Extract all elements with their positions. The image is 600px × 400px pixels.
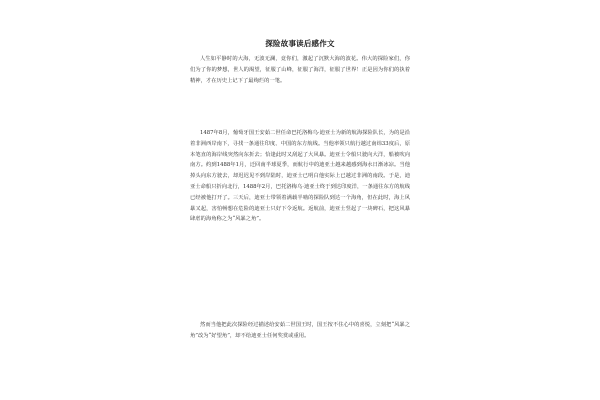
paragraph-intro: 人生如平静时的大海，无波无澜，竟你们，激起了沉默大海的波花。伟大的探险家们，你们为了你的梦想，世人的渴望，征服了山峰，征服了海洋，征服了世界！正是因为你们的执着精神，才在历史上记下了最绚烂的一笔。 [190, 56, 410, 84]
document-title: 探险故事读后感作文 [265, 39, 335, 48]
paragraph-story: 1487年8月，葡萄牙国王安茹二世任命巴托洛梅乌·迪亚士为新的航海探险队长，为的是沿着非洲西岸南下，寻找一条通往印度、中国的东方航线。当他率领只航行越过南纬33度后，原本笔直的海岸线突然向东折去；恰逢此时又刮起了大风暴。迪亚士令船只驶向大洋，船被吹向南方。约到1488年1月，迁回南半球夏季，而航行中的迪亚士越来越感到海水日渐冰凉。当他掉头向东方驶去，却迟迟见不到岸陆时，迪亚士已明白他实际上已越过非洲的南段。于是，迪亚士命船只折向北行，1488年2月，巴托洛梅乌·迪亚士终于到达印度洋，一条通往东方的航线已经被他打开了。三天后，迪亚士带领着满载半啮的探险队到达一个海角，但在此时，海上风暴又起，害怕畅想在危险的迪亚士只好下令返航。返航前，迪亚士竖起了一块碑石，把这风暴肆虐的海角称之为“风暴之角”。 [190, 130, 410, 223]
paragraph-ending: 然而当他把此次探险经过描述给安茹二世国王时，国王按不住心中的喜悦，立刻把“风暴之角”改为“好望角”，却不给迪亚士任何奖赏或重用。 [190, 322, 410, 339]
